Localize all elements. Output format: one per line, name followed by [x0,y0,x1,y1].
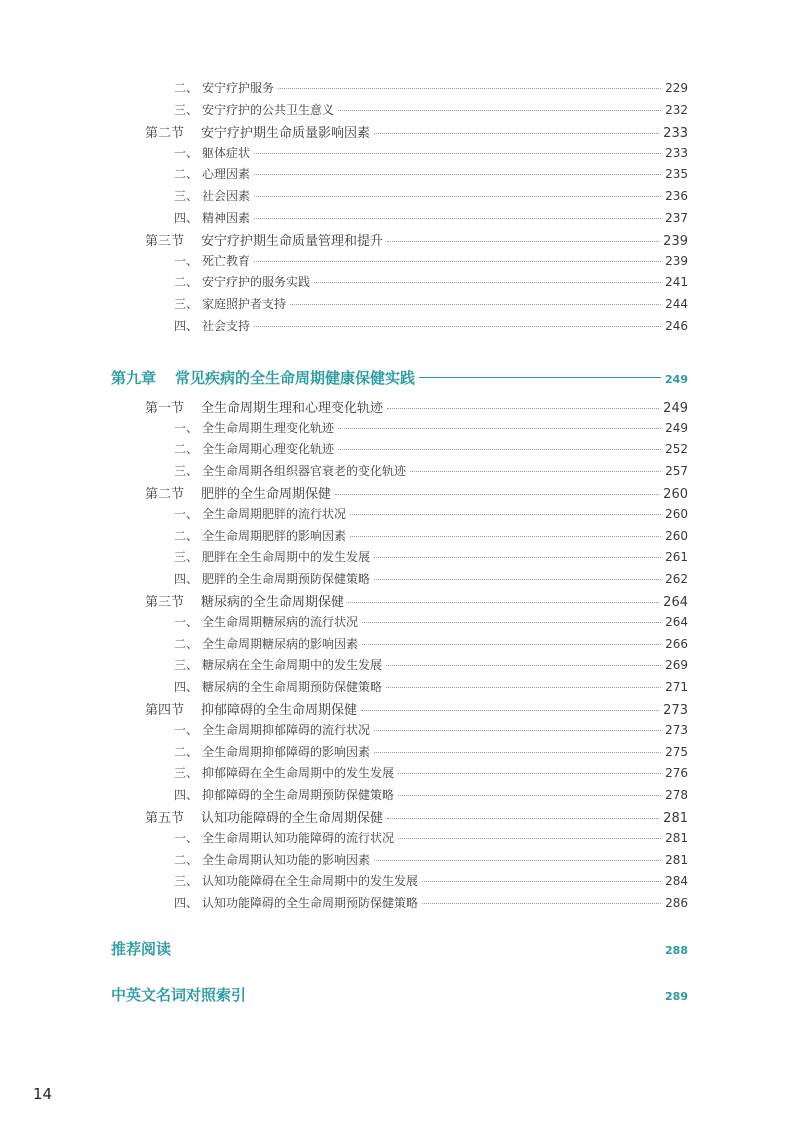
back-matter-page-number: 288 [665,944,688,957]
entry-page-number: 246 [665,318,688,333]
toc-subsection-entry[interactable] [0,764,800,784]
entry-title: 认知功能障碍的全生命周期保健 [201,811,384,827]
toc-subsection-entry[interactable] [0,165,800,185]
entry-page-number: 284 [665,874,688,889]
entry-page-number: 273 [665,723,688,737]
entry-title: 全生命周期肥胖的影响因素 [202,528,347,543]
toc-subsection-entry[interactable] [0,678,800,698]
entry-number: 三、 [174,874,199,889]
toc-section-entry[interactable] [0,230,800,250]
dot-leader [422,902,661,904]
entry-number: 二、 [174,442,199,457]
entry-title: 全生命周期生理和心理变化轨迹 [201,401,384,416]
toc-subsection-entry[interactable] [0,79,800,99]
entry-number: 一、 [174,420,199,435]
chapter-number: 第九章 [111,369,157,387]
entry-title: 死亡教育 [202,253,251,268]
entry-page-number: 257 [665,463,688,478]
dot-leader [374,859,661,861]
entry-number: 一、 [174,507,199,521]
toc-subsection-entry[interactable] [0,101,800,121]
entry-page-number: 271 [665,679,688,694]
entry-number: 四、 [174,895,199,910]
entry-number: 第三节 [145,595,185,611]
toc-section-entry[interactable] [0,591,800,611]
toc-section-entry[interactable] [0,122,800,142]
entry-title: 全生命周期心理变化轨迹 [202,442,335,457]
back-matter-title: 推荐阅读 [111,940,172,958]
chapter-page-number: 249 [665,373,688,386]
toc-subsection-entry[interactable] [0,505,800,525]
entry-title: 全生命周期认知功能障碍的流行状况 [202,831,395,845]
entry-title: 肥胖的全生命周期预防保健策略 [202,571,371,586]
entry-number: 四、 [174,571,199,586]
entry-number: 第一节 [145,401,185,416]
entry-page-number: 236 [665,189,688,203]
entry-page-number: 229 [665,81,688,95]
entry-page-number: 249 [663,401,688,416]
entry-title: 社会因素 [202,189,251,203]
page-number: 14 [33,1085,53,1103]
entry-number: 四、 [174,318,199,333]
entry-title: 安宁疗护服务 [202,81,275,95]
entry-number: 二、 [174,81,199,95]
entry-page-number: 260 [665,528,688,543]
entry-page-number: 273 [663,703,688,719]
dot-leader [374,132,659,134]
dot-leader [386,664,661,666]
dot-leader [348,601,659,603]
entry-number: 三、 [174,189,199,203]
toc-subsection-entry[interactable] [0,613,800,633]
dot-leader [350,535,661,537]
entry-page-number: 281 [663,811,688,827]
entry-page-number: 281 [665,831,688,845]
entry-title: 抑郁障碍的全生命周期保健 [201,703,358,719]
entry-number: 二、 [174,528,199,543]
toc-subsection-entry[interactable] [0,829,800,849]
entry-page-number: 239 [663,234,688,250]
entry-number: 四、 [174,210,199,225]
toc-subsection-entry[interactable] [0,440,800,460]
dot-leader [362,643,661,645]
toc-subsection-entry[interactable] [0,851,800,871]
entry-title: 肥胖的全生命周期保健 [201,487,332,503]
entry-title: 全生命周期认知功能的影响因素 [202,852,371,867]
dot-leader [374,729,661,731]
entry-title: 安宁疗护期生命质量管理和提升 [201,234,384,250]
entry-title: 社会支持 [202,318,251,333]
dot-leader [361,709,659,711]
entry-page-number: 278 [665,787,688,802]
entry-page-number: 239 [665,253,688,268]
dot-leader [387,817,659,819]
dot-leader [254,173,661,175]
toc-subsection-entry[interactable] [0,187,800,207]
entry-page-number: 264 [665,615,688,629]
dot-leader [386,686,661,688]
entry-number: 二、 [174,744,199,759]
entry-page-number: 233 [665,145,688,160]
entry-page-number: 264 [663,595,688,611]
dot-leader [350,513,661,515]
toc-subsection-entry[interactable] [0,894,800,914]
dot-leader [278,87,661,89]
dot-leader [374,556,661,558]
dot-leader [374,751,661,753]
entry-number: 第四节 [145,703,185,719]
toc-subsection-entry[interactable] [0,548,800,568]
entry-number: 一、 [174,723,199,737]
entry-title: 糖尿病的全生命周期预防保健策略 [202,679,383,694]
entry-number: 第二节 [145,487,185,503]
dot-leader [254,325,661,327]
entry-title: 抑郁障碍在全生命周期中的发生发展 [202,766,395,781]
dot-leader [398,794,661,796]
entry-page-number: 261 [665,550,688,565]
entry-page-number: 235 [665,167,688,182]
entry-title: 安宁疗护的服务实践 [202,275,311,290]
entry-title: 认知功能障碍在全生命周期中的发生发展 [202,874,419,889]
entry-page-number: 249 [665,420,688,435]
dot-leader [398,772,661,774]
dot-leader [362,621,661,623]
toc-subsection-entry[interactable] [0,872,800,892]
entry-number: 三、 [174,658,199,673]
entry-title: 家庭照护者支持 [202,297,287,311]
entry-page-number: 266 [665,636,688,651]
toc-subsection-entry[interactable] [0,273,800,293]
entry-page-number: 275 [665,744,688,759]
entry-page-number: 232 [665,102,688,117]
entry-number: 二、 [174,852,199,867]
toc-subsection-entry[interactable] [0,656,800,676]
entry-title: 糖尿病在全生命周期中的发生发展 [202,658,383,673]
dot-leader [410,470,661,472]
toc-subsection-entry[interactable] [0,462,800,482]
dot-leader [398,837,661,839]
entry-page-number: 286 [665,895,688,910]
entry-number: 四、 [174,679,199,694]
toc-back-matter-entry[interactable] [0,984,800,1005]
entry-number: 四、 [174,787,199,802]
toc-subsection-entry[interactable] [0,209,800,229]
entry-number: 三、 [174,297,199,311]
entry-title: 全生命周期抑郁障碍的影响因素 [202,744,371,759]
toc-subsection-entry[interactable] [0,144,800,164]
back-matter-title: 中英文名词对照索引 [111,986,247,1004]
dot-leader [254,195,661,197]
dot-leader [338,448,661,450]
entry-number: 一、 [174,253,199,268]
entry-number: 一、 [174,615,199,629]
entry-page-number: 260 [665,507,688,521]
toc-section-entry[interactable] [0,699,800,719]
entry-title: 全生命周期糖尿病的流行状况 [202,615,359,629]
entry-title: 全生命周期肥胖的流行状况 [202,507,347,521]
dot-leader [254,152,661,154]
chapter-rule [419,376,661,378]
dot-leader [290,303,661,305]
entry-number: 一、 [174,145,199,160]
toc-section-entry[interactable] [0,807,800,827]
entry-title: 全生命周期抑郁障碍的流行状况 [202,723,371,737]
toc-section-entry[interactable] [0,397,800,417]
toc-back-matter-entry[interactable] [0,938,800,959]
entry-title: 安宁疗护的公共卫生意义 [202,102,335,117]
dot-leader [387,407,659,409]
dot-leader [335,493,659,495]
toc-subsection-entry[interactable] [0,317,800,337]
entry-number: 一、 [174,831,199,845]
entry-title: 躯体症状 [202,145,251,160]
entry-number: 三、 [174,102,199,117]
toc-subsection-entry[interactable] [0,252,800,272]
entry-title: 全生命周期各组织器官衰老的变化轨迹 [202,463,407,478]
toc-subsection-entry[interactable] [0,721,800,741]
toc-chapter-entry[interactable] [0,367,800,388]
toc-subsection-entry[interactable] [0,295,800,315]
back-matter-page-number: 289 [665,990,688,1003]
entry-number: 二、 [174,636,199,651]
dot-leader [387,240,659,242]
entry-number: 三、 [174,766,199,781]
entry-number: 第五节 [145,811,185,827]
entry-page-number: 269 [665,658,688,673]
entry-page-number: 276 [665,766,688,781]
entry-title: 全生命周期糖尿病的影响因素 [202,636,359,651]
entry-page-number: 262 [665,571,688,586]
entry-title: 肥胖在全生命周期中的发生发展 [202,550,371,565]
dot-leader [374,578,661,580]
dot-leader [254,260,661,262]
dot-leader [338,109,661,111]
entry-number: 第三节 [145,234,185,250]
toc-subsection-entry[interactable] [0,786,800,806]
entry-number: 三、 [174,463,199,478]
entry-title: 精神因素 [202,210,251,225]
entry-page-number: 241 [665,275,688,290]
toc-subsection-entry[interactable] [0,743,800,763]
entry-page-number: 260 [663,487,688,503]
entry-title: 抑郁障碍的全生命周期预防保健策略 [202,787,395,802]
entry-number: 二、 [174,275,199,290]
entry-title: 糖尿病的全生命周期保健 [201,595,345,611]
entry-title: 心理因素 [202,167,251,182]
toc-subsection-entry[interactable] [0,527,800,547]
entry-page-number: 244 [665,297,688,311]
entry-page-number: 281 [665,852,688,867]
dot-leader [254,217,661,219]
dot-leader [422,880,661,882]
dot-leader [338,427,661,429]
entry-title: 认知功能障碍的全生命周期预防保健策略 [202,895,419,910]
entry-number: 二、 [174,167,199,182]
entry-number: 第二节 [145,126,185,142]
toc-subsection-entry[interactable] [0,570,800,590]
entry-title: 安宁疗护期生命质量影响因素 [201,126,371,142]
toc-subsection-entry[interactable] [0,635,800,655]
entry-page-number: 237 [665,210,688,225]
entry-page-number: 252 [665,442,688,457]
entry-title: 全生命周期生理变化轨迹 [202,420,335,435]
chapter-title: 常见疾病的全生命周期健康保健实践 [175,369,416,387]
toc-subsection-entry[interactable] [0,419,800,439]
entry-number: 三、 [174,550,199,565]
dot-leader [314,281,661,283]
toc-section-entry[interactable] [0,483,800,503]
entry-page-number: 233 [663,126,688,142]
